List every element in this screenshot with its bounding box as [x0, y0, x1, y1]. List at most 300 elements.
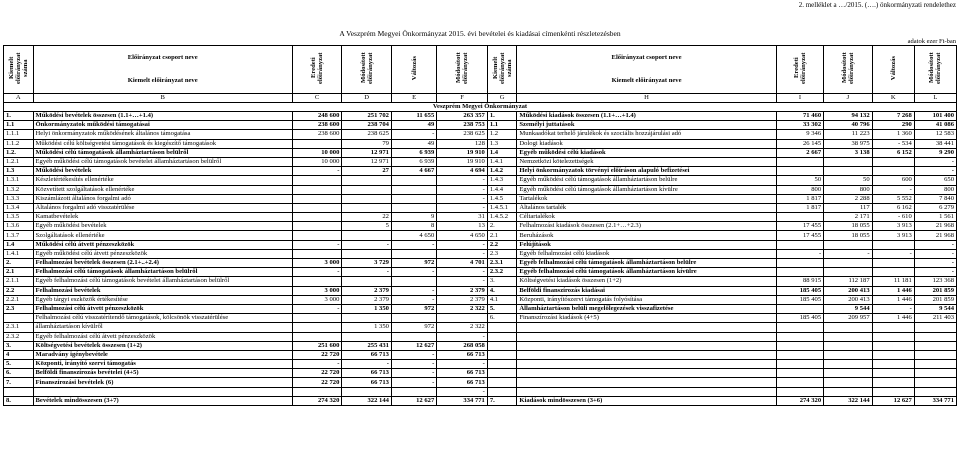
cell-c: 10 000 [292, 148, 342, 157]
cell-l [914, 360, 956, 369]
cell-f: - [437, 176, 488, 185]
cell-h [517, 323, 776, 332]
cell-e: 11 655 [391, 112, 436, 121]
table-row [4, 148, 957, 157]
cell-f: 128 [437, 139, 488, 148]
cell-l: - [914, 157, 956, 166]
cell-d [342, 231, 392, 240]
cell-l [914, 332, 956, 341]
cell-e: - [391, 360, 436, 369]
cell-k: - [872, 185, 914, 194]
cell-l: - [914, 249, 956, 258]
cell-j: 200 413 [824, 295, 872, 304]
cell-l: 201 859 [914, 295, 956, 304]
cell-l: 41 086 [914, 121, 956, 130]
cell-l: - [914, 268, 956, 277]
cell-j: 9 544 [824, 304, 872, 313]
cell-a: 1.3 [4, 167, 34, 176]
cell-g: 4. [487, 286, 517, 295]
cell-h [517, 378, 776, 387]
cell-e [391, 332, 436, 341]
letter-cell: B [33, 94, 292, 103]
cell-j: 112 187 [824, 277, 872, 286]
col-header-modositott2-left: Módosított előirányzat [437, 46, 488, 94]
table-row [4, 231, 957, 240]
cell-b: Kiszámlázott általános forgalmi adó [33, 194, 292, 203]
cell-j: 11 223 [824, 130, 872, 139]
cell-e [391, 203, 436, 212]
cell-b: Készletértékesítés ellenértéke [33, 176, 292, 185]
cell-e: - [391, 130, 436, 139]
cell-j [824, 360, 872, 369]
cell-i [776, 268, 823, 277]
cell-j: 322 144 [824, 396, 872, 405]
cell-j: 209 957 [824, 314, 872, 323]
cell-a: 2.3.2 [4, 332, 34, 341]
cell-k: 1 446 [872, 295, 914, 304]
cell-i: 185 405 [776, 314, 823, 323]
cell-g [487, 350, 517, 359]
cell-f: 268 058 [437, 341, 488, 350]
cell-l [914, 369, 956, 378]
cell-g: 1.4.5 [487, 194, 517, 203]
cell-c: 238 600 [292, 130, 342, 139]
cell-i: 50 [776, 176, 823, 185]
cell-h: Költségvetési kiadások összesen (1+2) [517, 277, 776, 286]
cell-k: - 610 [872, 213, 914, 222]
cell-a: 8. [4, 396, 34, 405]
cell-d: 1 350 [342, 304, 392, 313]
cell-a: 7. [4, 378, 34, 387]
cell-e: 972 [391, 323, 436, 332]
cell-i: 33 302 [776, 121, 823, 130]
cell-h: Személyi juttatások [517, 121, 776, 130]
cell-l: - [914, 167, 956, 176]
table-row [4, 323, 957, 332]
cell-c [292, 231, 342, 240]
cell-e [391, 194, 436, 203]
cell-l: 38 441 [914, 139, 956, 148]
cell-e: - [391, 286, 436, 295]
cell-f: - [437, 185, 488, 194]
cell-i: 17 455 [776, 231, 823, 240]
table-row [4, 240, 957, 249]
cell-g [487, 387, 517, 396]
cell-c: 238 600 [292, 121, 342, 130]
cell-j [824, 167, 872, 176]
cell-j: 38 975 [824, 139, 872, 148]
cell-g: 2.3.1 [487, 259, 517, 268]
cell-k [872, 323, 914, 332]
cell-a: 1.3.7 [4, 231, 34, 240]
cell-c [292, 203, 342, 212]
cell-f: 2 322 [437, 323, 488, 332]
cell-c: - [292, 240, 342, 249]
letter-cell: H [517, 94, 776, 103]
cell-f: 238 753 [437, 121, 488, 130]
cell-l: 1 561 [914, 213, 956, 222]
cell-a: 2.2.1 [4, 295, 34, 304]
table-row [4, 259, 957, 268]
table-row [4, 286, 957, 295]
cell-a: 2.3 [4, 304, 34, 313]
cell-k: 7 268 [872, 112, 914, 121]
cell-l: 12 583 [914, 130, 956, 139]
cell-c: 3 000 [292, 295, 342, 304]
table-row [4, 277, 957, 286]
cell-j [824, 341, 872, 350]
cell-i [776, 259, 823, 268]
cell-f: 2 379 [437, 286, 488, 295]
cell-e: 972 [391, 304, 436, 313]
cell-e [391, 314, 436, 323]
table-row [4, 268, 957, 277]
table-row [4, 350, 957, 359]
cell-g [487, 323, 517, 332]
cell-l: 9 290 [914, 148, 956, 157]
letter-cell: A [4, 94, 34, 103]
cell-g: 1.1 [487, 121, 517, 130]
unit-label: adatok ezer Ft-ban [907, 38, 956, 45]
cell-j: 18 055 [824, 222, 872, 231]
cell-c [292, 332, 342, 341]
cell-g: 1.4.3 [487, 176, 517, 185]
cell-c [292, 314, 342, 323]
cell-f: 2 322 [437, 304, 488, 313]
cell-j [824, 157, 872, 166]
cell-k [872, 268, 914, 277]
cell-h: Helyi önkormányzatok törvényi előíráson alapuló befizetései [517, 167, 776, 176]
letter-cell: J [824, 94, 872, 103]
cell-i: 1 817 [776, 194, 823, 203]
cell-d: 2 379 [342, 286, 392, 295]
cell-l: 9 544 [914, 304, 956, 313]
cell-l: 123 368 [914, 277, 956, 286]
cell-c: 22 720 [292, 378, 342, 387]
cell-f: - [437, 249, 488, 258]
cell-i: 2 667 [776, 148, 823, 157]
section-row [4, 103, 957, 112]
cell-g: 1.4.2 [487, 167, 517, 176]
cell-i [776, 304, 823, 313]
cell-f: 31 [437, 213, 488, 222]
cell-a: 2. [4, 259, 34, 268]
budget-table [3, 45, 957, 406]
cell-b: Bevételek mindösszesen (3+7) [33, 396, 292, 405]
cell-b: Szolgáltatások ellenértéke [33, 231, 292, 240]
cell-f: - [437, 240, 488, 249]
cell-h: Egyéb felhalmozási célú támogatások államháztartáson belülre [517, 259, 776, 268]
cell-c: - [292, 268, 342, 277]
cell-i: 71 460 [776, 112, 823, 121]
cell-f: 4 650 [437, 231, 488, 240]
cell-b: Költségvetési bevételek összesen (1+2) [33, 341, 292, 350]
cell-j: 50 [824, 176, 872, 185]
cell-k [872, 378, 914, 387]
cell-k: 1 446 [872, 286, 914, 295]
header-row [4, 46, 957, 94]
cell-d: 79 [342, 139, 392, 148]
cell-e: 6 939 [391, 148, 436, 157]
cell-g: 2.2 [487, 240, 517, 249]
cell-j [824, 240, 872, 249]
cell-f: 13 [437, 222, 488, 231]
cell-j [824, 268, 872, 277]
cell-h: Felhalmozási kiadások összesen (2.1+…+2.3) [517, 222, 776, 231]
cell-b: Egyéb működési célú támogatások bevételei államháztartáson belülről [33, 157, 292, 166]
letter-cell: L [914, 94, 956, 103]
cell-l [914, 387, 956, 396]
table-row [4, 295, 957, 304]
cell-a: 2.1.1 [4, 277, 34, 286]
cell-k: 5 552 [872, 194, 914, 203]
cell-e: 12 627 [391, 341, 436, 350]
cell-e: 49 [391, 139, 436, 148]
table-row [4, 222, 957, 231]
cell-b: Központi, irányító szervi támogatás [33, 360, 292, 369]
table-row [4, 360, 957, 369]
letter-cell: E [391, 94, 436, 103]
cell-c [292, 176, 342, 185]
cell-e [391, 277, 436, 286]
cell-i: 1 817 [776, 203, 823, 212]
cell-h: Államháztartáson belüli megelőlegezések visszafizetése [517, 304, 776, 313]
table-row [4, 387, 957, 396]
cell-i: 88 915 [776, 277, 823, 286]
cell-j [824, 332, 872, 341]
cell-f: 4 701 [437, 259, 488, 268]
cell-a: 1.3.2 [4, 185, 34, 194]
cell-e [391, 249, 436, 258]
cell-g [487, 378, 517, 387]
cell-l [914, 323, 956, 332]
cell-c [292, 277, 342, 286]
cell-d: 3 729 [342, 259, 392, 268]
cell-f: 263 357 [437, 112, 488, 121]
cell-b: Felhalmozási bevételek [33, 286, 292, 295]
cell-g: 1. [487, 112, 517, 121]
cell-b: Közvetített szolgáltatások ellenértéke [33, 185, 292, 194]
cell-a: 1.3.5 [4, 213, 34, 222]
cell-b: Önkormányzatok működési támogatásai [33, 121, 292, 130]
cell-d [342, 314, 392, 323]
cell-l: 21 968 [914, 222, 956, 231]
cell-c: 251 600 [292, 341, 342, 350]
cell-a: 1.3.1 [4, 176, 34, 185]
cell-h: Kiadások mindösszesen (3+6) [517, 396, 776, 405]
cell-a: 1.1.2 [4, 139, 34, 148]
cell-d: 27 [342, 167, 392, 176]
cell-j [824, 259, 872, 268]
cell-g: 4.1 [487, 295, 517, 304]
cell-i: 9 346 [776, 130, 823, 139]
cell-h: Működési kiadások összesen (1.1+…+1.4) [517, 112, 776, 121]
cell-f [437, 314, 488, 323]
cell-e [391, 176, 436, 185]
cell-a: 1.4.1 [4, 249, 34, 258]
cell-g [487, 341, 517, 350]
cell-d: 255 431 [342, 341, 392, 350]
cell-e: 6 939 [391, 157, 436, 166]
cell-e: - [391, 240, 436, 249]
cell-e: 8 [391, 222, 436, 231]
cell-h: Egyéb működési célú kiadások [517, 148, 776, 157]
cell-g: 1.4.5.1 [487, 203, 517, 212]
cell-g: 5. [487, 304, 517, 313]
cell-d [342, 176, 392, 185]
table-body [4, 112, 957, 406]
cell-c: 22 720 [292, 369, 342, 378]
cell-e: 49 [391, 121, 436, 130]
cell-i: 26 145 [776, 139, 823, 148]
cell-c [292, 185, 342, 194]
cell-k: 3 913 [872, 222, 914, 231]
cell-f: 66 713 [437, 369, 488, 378]
cell-d: 238 704 [342, 121, 392, 130]
cell-a: 4 [4, 350, 34, 359]
cell-g: 1.4.5.2 [487, 213, 517, 222]
cell-a: 6. [4, 369, 34, 378]
cell-b: Felhalmozási célú visszatérítendő támogatások, kölcsönök visszatérülése [33, 314, 292, 323]
cell-c: - [292, 304, 342, 313]
cell-d [342, 185, 392, 194]
cell-h: Beruházások [517, 231, 776, 240]
cell-c: - [292, 167, 342, 176]
cell-i [776, 369, 823, 378]
cell-c: 3 000 [292, 259, 342, 268]
table-row [4, 203, 957, 212]
cell-l: 101 400 [914, 112, 956, 121]
cell-k: - 534 [872, 139, 914, 148]
cell-g: 1.3 [487, 139, 517, 148]
cell-j: 200 413 [824, 286, 872, 295]
cell-c [292, 194, 342, 203]
cell-d: 5 [342, 222, 392, 231]
cell-k: 1 360 [872, 130, 914, 139]
cell-h: Központi, irányítószervi támogatás folyósítása [517, 295, 776, 304]
cell-h: Egyéb felhalmozási célú kiadások [517, 249, 776, 258]
cell-e: - [391, 378, 436, 387]
cell-b: Egyéb felhalmozási célú átvett pénzeszközök [33, 332, 292, 341]
col-header-modositott2-right: Módosított előirányzat [914, 46, 956, 94]
table-row [4, 185, 957, 194]
cell-e [391, 387, 436, 396]
cell-a: 2.2 [4, 286, 34, 295]
cell-a [4, 314, 34, 323]
table-row [4, 332, 957, 341]
cell-e: 4 667 [391, 167, 436, 176]
cell-g [487, 360, 517, 369]
cell-b: Helyi önkormányzatok működésének általános támogatása [33, 130, 292, 139]
cell-b: Egyéb tárgyi eszközök értékesítése [33, 295, 292, 304]
cell-j: 2 171 [824, 213, 872, 222]
cell-l: 211 403 [914, 314, 956, 323]
cell-k [872, 157, 914, 166]
table-row [4, 194, 957, 203]
cell-e: - [391, 350, 436, 359]
cell-k: 12 627 [872, 396, 914, 405]
cell-k [872, 259, 914, 268]
cell-c: 248 600 [292, 112, 342, 121]
cell-i [776, 378, 823, 387]
cell-c [292, 213, 342, 222]
cell-i [776, 157, 823, 166]
cell-k [872, 240, 914, 249]
cell-h: Munkaadókat terhelő járulékok és szociális hozzájárulási adó [517, 130, 776, 139]
cell-b: Finanszírozási bevételek (6) [33, 378, 292, 387]
table-row [4, 176, 957, 185]
cell-h [517, 341, 776, 350]
cell-d [342, 387, 392, 396]
letter-cell: D [342, 94, 392, 103]
cell-f: - [437, 194, 488, 203]
cell-a: 1. [4, 112, 34, 121]
cell-k [872, 360, 914, 369]
cell-e: - [391, 295, 436, 304]
cell-e: - [391, 268, 436, 277]
cell-k: - [872, 304, 914, 313]
cell-k: 600 [872, 176, 914, 185]
cell-l: 7 840 [914, 194, 956, 203]
cell-g: 7. [487, 396, 517, 405]
cell-d: 66 713 [342, 378, 392, 387]
page-title: A Veszprém Megyei Önkormányzat 2015. évi bevételei és kiadásai címenkénti részletezésben [339, 29, 621, 38]
cell-i [776, 323, 823, 332]
cell-i: 274 320 [776, 396, 823, 405]
cell-j: 117 [824, 203, 872, 212]
cell-a: 1.3.6 [4, 222, 34, 231]
table-row [4, 378, 957, 387]
cell-d: 12 971 [342, 157, 392, 166]
cell-f: 19 910 [437, 157, 488, 166]
cell-j [824, 323, 872, 332]
cell-l: 6 279 [914, 203, 956, 212]
cell-c [292, 387, 342, 396]
cell-k [872, 350, 914, 359]
cell-i [776, 240, 823, 249]
col-header-eredeti-right: Eredeti előirányzat [776, 46, 823, 94]
cell-j [824, 350, 872, 359]
cell-h: Egyéb működési célú támogatások államháztartáson belülre [517, 176, 776, 185]
cell-e [391, 185, 436, 194]
cell-g [487, 369, 517, 378]
cell-i [776, 167, 823, 176]
cell-e: 4 650 [391, 231, 436, 240]
cell-b: Működési célú átvett pénzeszközök [33, 240, 292, 249]
cell-j [824, 369, 872, 378]
cell-k [872, 387, 914, 396]
cell-a: 2.1 [4, 268, 34, 277]
cell-b: Felhalmozási célú támogatások államháztartáson belülről [33, 268, 292, 277]
cell-k: 290 [872, 121, 914, 130]
col-header-eredeti-left: Eredeti előirányzat [292, 46, 342, 94]
cell-d [342, 249, 392, 258]
cell-f: 66 713 [437, 350, 488, 359]
cell-a: 1.2. [4, 148, 34, 157]
cell-h [517, 387, 776, 396]
cell-b: Egyéb működési bevételek [33, 222, 292, 231]
cell-k: 3 913 [872, 231, 914, 240]
table-row [4, 167, 957, 176]
cell-b: Egyéb működési célú átvett pénzeszközök [33, 249, 292, 258]
cell-j [824, 387, 872, 396]
cell-a: 1.4 [4, 240, 34, 249]
cell-g [487, 332, 517, 341]
cell-k [872, 369, 914, 378]
cell-j [824, 378, 872, 387]
table-row [4, 249, 957, 258]
cell-i [776, 332, 823, 341]
